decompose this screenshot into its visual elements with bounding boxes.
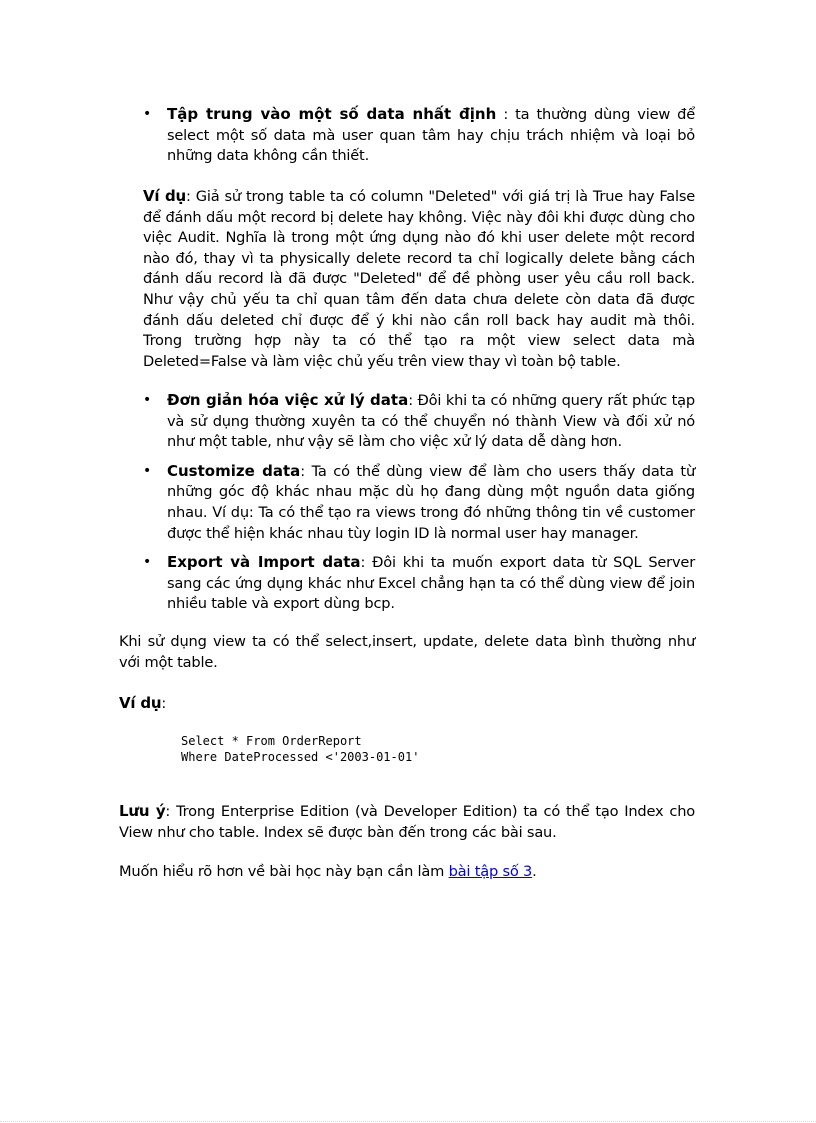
bullet-text: : Đôi khi ta có những query rất phức tạp và sử dụng thường xuyên ta có thể chuyển nó thành View và đối xử nó như một table, như vậy sẽ làm cho việc xử lý data dễ dàng hơn. <box>167 392 695 451</box>
code-line: Where DateProcessed <'2003-01-01' <box>181 750 420 764</box>
bullet-icon: • <box>143 462 152 479</box>
list-item <box>0 104 695 167</box>
example2-colon: : <box>161 695 167 712</box>
bullet-term: Customize data <box>167 461 301 480</box>
bullet-text: : ta thường dùng view để select một số data mà user quan tâm hay chịu trách nhiệm và loại bỏ những data không cần thiết. <box>167 106 695 165</box>
example-text: : Giả sử trong table ta có column "Deleted" với giá trị là True hay False để đánh dấu một record bị delete hay không. Việc này đôi khi được dùng cho việc Audit. Nghĩa là trong một ứng dụng nào đó khi user delete một record nào đó, thay vì ta physically delete record ta chỉ logically delete bằng cách đánh dấu record là đã được "Deleted" để đề phòng user yêu cầu roll back. Như vậy chủ yếu ta chỉ quan tâm đến data chưa delete còn data đã được đánh dấu deleted chỉ được để ý khi nào cần roll back hay audit mà thôi. Trong trường hợp này ta có thể tạo ra một view select data mà Deleted=False và làm việc chủ yếu trên view thay vì toàn bộ table. <box>143 188 695 370</box>
bullet-list-top <box>0 104 695 167</box>
code-line: Select * From OrderReport <box>181 734 362 748</box>
note-paragraph <box>119 801 695 843</box>
example-label: Ví dụ <box>143 187 186 205</box>
example-paragraph <box>143 186 695 372</box>
exercise-period: . <box>532 863 537 880</box>
note-text: : Trong Enterprise Edition (và Developer Edition) ta có thể tạo Index cho View như cho table. Index sẽ được bàn đến trong các bài sau. <box>119 803 695 841</box>
list-item <box>0 390 695 453</box>
bullet-icon: • <box>143 392 152 408</box>
usage-paragraph: Khi sử dụng view ta có thể select,insert, update, delete data bình thường như với một table. <box>119 633 695 671</box>
list-item <box>0 552 695 615</box>
code-block <box>181 733 419 765</box>
note-label: Lưu ý <box>119 802 166 820</box>
bullet-text: : Ta có thể dùng view để làm cho users thấy data từ những góc độ khác nhau mặc dù họ đang dùng một nguồn data giống nhau. Ví dụ: Ta có thể tạo ra views trong đó những thông tin về customer được thể hiện khác nhau tùy login ID là normal user hay manager. <box>167 462 695 542</box>
list-item <box>0 461 695 544</box>
exercise-paragraph <box>119 862 695 883</box>
bullet-icon: • <box>143 106 152 122</box>
page-bottom-rule <box>0 1121 816 1122</box>
exercise-link[interactable]: bài tập số 3 <box>448 863 533 880</box>
bullet-icon: • <box>143 554 152 571</box>
example2-label: Ví dụ <box>119 694 162 712</box>
bullet-list-bottom <box>0 390 695 615</box>
example2-heading <box>119 693 695 715</box>
bullet-term: Đơn giản hóa việc xử lý data <box>167 391 409 409</box>
exercise-text: Muốn hiểu rõ hơn về bài học này bạn cần làm <box>119 863 449 880</box>
bullet-term: Tập trung vào một số data nhất định <box>167 105 497 123</box>
bullet-text: : Đôi khi ta muốn export data từ SQL Server sang các ứng dụng khác như Excel chẳng hạn ta có thể dùng view để join nhiều table và export dùng bcp. <box>167 554 695 613</box>
bullet-term: Export và Import data <box>167 553 361 572</box>
